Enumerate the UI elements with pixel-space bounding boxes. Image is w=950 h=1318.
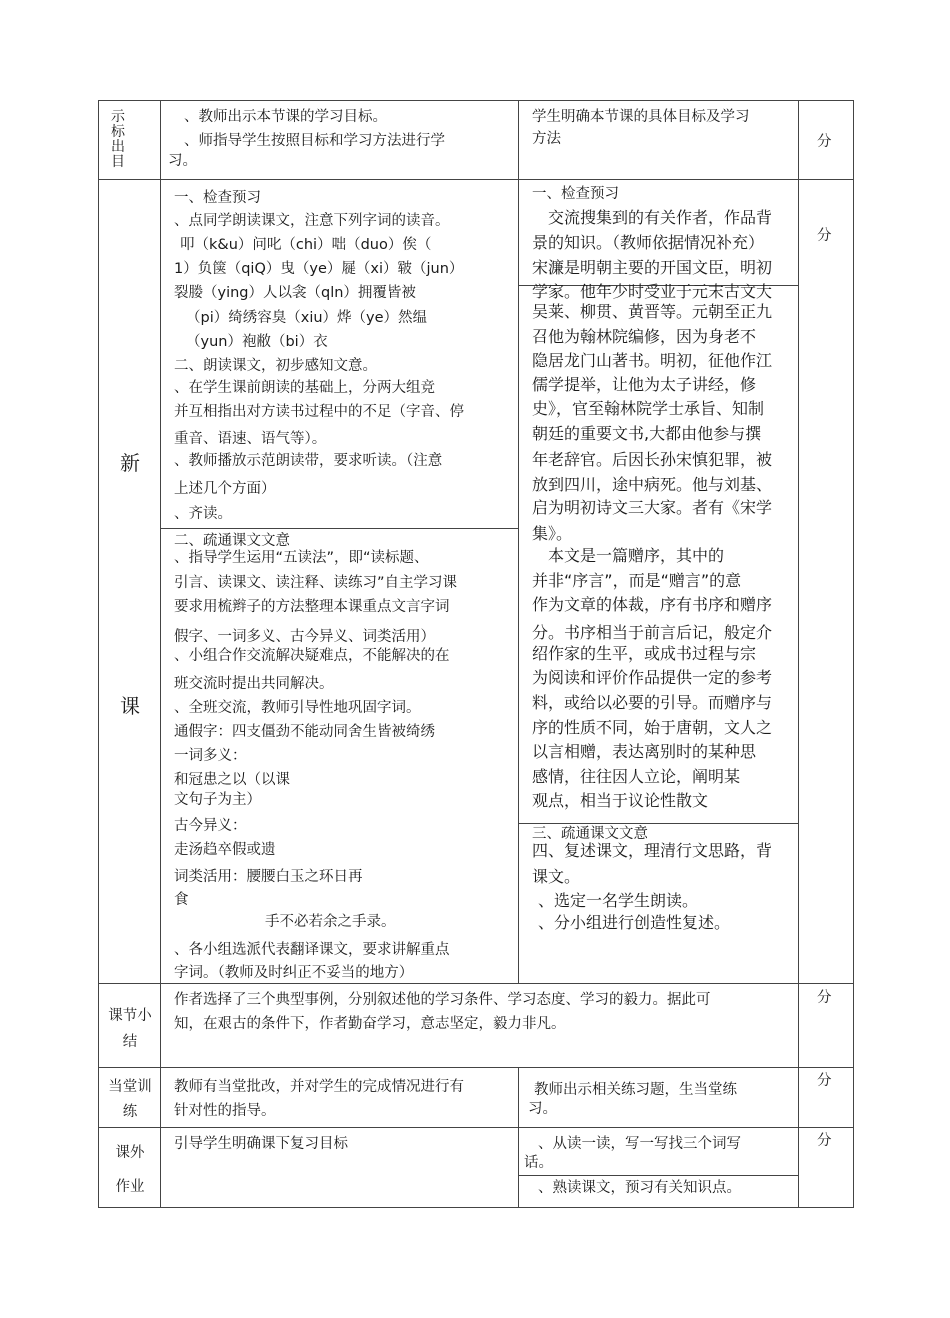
student-b-line-21: 感情，往往因人立论，阐明某 [532,767,741,786]
teacher-b-line-19: 字词。（教师及时纠正不妥当的地方） [174,965,414,981]
teacher-a-line-1: 一、检查预习 [174,190,261,206]
student-c-line-4: 、选定一名学生朗读。 [538,891,699,910]
row5-student-a-line-1: 、从读一读，写一写找三个词写 [538,1136,741,1152]
cell-divider-homework [518,1175,798,1176]
teacher-b-line-7: 班交流时提出共同解决。 [174,676,334,692]
teacher-a-line-3: 叩（k&u）问叱（chi）咄（duo）俟（ [180,237,432,253]
row4-student-line-2: 习。 [528,1101,557,1117]
teacher-b-line-9: 通假字：四支僵劲不能动同舍生皆被绮绣 [174,724,435,740]
row5-label-line-2: 作业 [115,1179,145,1195]
student-b-line-13: 并非“序言”，而是“赠言”的意 [532,571,742,590]
teacher-a-line-10: 并互相指出对方读书过程中的不足（字音、停 [174,404,464,420]
student-a-line-3: 景的知识。（教师依据情况补充） [532,233,765,252]
teacher-b-line-13: 古今异义： [174,818,247,834]
row-divider-4 [98,1127,853,1128]
teacher-b-line-10: 一词多义： [174,748,247,764]
student-b-line-4: 隐居龙门山著书。明初，征他作江 [532,351,773,370]
row3-content-line-2: 知，在艰古的条件下，作者勤奋学习，意志坚定，毅力非凡。 [174,1016,566,1032]
teacher-b-line-17: 手不必若余之手录。 [265,914,396,930]
student-b-line-8: 年老辞官。后因长孙宋慎犯罪，被 [532,450,773,469]
row1-teacher-line-2: 、师指导学生按照目标和学习方法进行学 [184,133,445,149]
student-b-line-11: 集》。 [532,524,573,543]
student-b-line-20: 以言相赠，表达离别时的某种思 [532,742,757,761]
row5-student-a-line-2: 话。 [524,1155,553,1171]
row1-label: 示标出目 [111,109,125,170]
row5-label-line-1: 课外 [115,1145,145,1161]
student-b-line-7: 朝廷的重要文书,大都由他参与撰 [532,424,762,443]
teacher-a-line-13: 上述几个方面） [174,481,276,497]
table-border-right [853,100,854,1208]
row-divider-3 [98,1067,853,1068]
student-c-line-5: 、分小组进行创造性复述。 [538,913,731,932]
row1-score: 分 [817,134,832,150]
row5-student-b-line-1: 、熟读课文，预习有关知识点。 [538,1180,741,1196]
teacher-a-line-5: 裂媵（ying）人以衾（qln）拥覆皆被 [174,285,416,301]
row2-label-bottom: 课 [120,694,140,718]
row3-label-line-2: 结 [122,1034,138,1050]
teacher-a-line-7: （yun）袍敝（bi）衣 [186,334,328,350]
teacher-b-line-18: 、各小组选派代表翻译课文，要求讲解重点 [174,942,450,958]
student-b-line-22: 观点，相当于议论性散文 [532,791,709,810]
student-b-line-5: 儒学提举，让他为太子讲经，修 [532,375,757,394]
student-b-line-15: 分。书序相当于前言后记，般定介 [532,623,773,642]
teacher-b-line-2: 、指导学生运用“五读法”，即“读标题、 [174,550,429,566]
table-border-bottom [98,1207,853,1208]
col-divider-score [798,100,799,1208]
student-b-line-16: 绍作家的生平，或成书过程与宗 [532,644,757,663]
teacher-b-line-4: 要求用梳辫子的方法整理本课重点文言字词 [174,599,450,615]
cell-divider-teacher [160,528,518,529]
teacher-b-line-16: 食 [174,892,189,908]
teacher-a-line-12: 、教师播放示范朗读带，要求听读。（注意 [174,453,443,469]
row5-score: 分 [817,1133,832,1149]
student-b-line-14: 作为文章的体裁，序有书序和赠序 [532,595,773,614]
row5-teacher-line-1: 引导学生明确课下复习目标 [174,1136,348,1152]
student-b-line-12: 本文是一篇赠序，其中的 [548,546,725,565]
student-b-line-2: 吴莱、柳贯、黄晋等。元朝至正九 [532,302,773,321]
row1-student-line-2: 方法 [532,131,561,147]
row1-student-line-1: 学生明确本节课的具体目标及学习 [532,109,750,125]
row2-label-top: 新 [120,451,140,475]
student-b-line-1: 学家。他年少时受业于元末古文大 [532,282,773,301]
row4-student-line-1: 教师出示相关练习题，生当堂练 [534,1082,737,1098]
teacher-a-line-6: （pi）绮绣容臭（xiu）烨（ye）然缊 [186,310,428,326]
student-b-line-9: 放到四川，途中病死。他与刘基、 [532,475,773,494]
teacher-b-line-8: 、全班交流，教师引导性地巩固字词。 [174,700,421,716]
student-b-line-18: 料，或给以必要的引导。而赠序与 [532,693,773,712]
teacher-a-line-2: 、点同学朗读课文，注意下列字词的读音。 [174,213,450,229]
student-b-line-17: 为阅读和评价作品提供一定的参考 [532,668,773,687]
teacher-a-line-11: 重音、语速、语气等）。 [174,431,327,447]
student-a-line-4: 宋濂是明朝主要的开国文臣，明初 [532,258,773,277]
teacher-b-line-15: 词类活用：腰腰白玉之环日再 [174,869,363,885]
teacher-a-line-9: 、在学生课前朗读的基础上，分两大组竞 [174,380,435,396]
col-divider-teacher [518,100,519,984]
row4-label-line-1: 当堂训 [108,1079,152,1095]
student-c-line-1: 三、疏通课文文意 [532,826,648,842]
teacher-b-line-3: 引言、读课文、读注释、读练习”自主学习课 [174,575,458,591]
col-divider-teacher-r4 [518,1067,519,1208]
student-b-line-6: 史》，官至翰林院学士承旨、知制 [532,399,765,418]
row4-teacher-line-1: 教师有当堂批改，并对学生的完成情况进行有 [174,1079,464,1095]
row3-score: 分 [817,990,832,1006]
teacher-b-line-1: 二、疏通课文文意 [174,533,290,549]
table-border-left [98,100,99,1208]
teacher-b-line-12: 文句子为主） [174,792,261,808]
row-divider-1 [98,179,853,180]
row2-score: 分 [817,228,832,244]
teacher-a-line-4: 1）负箧（qiQ）曳（ye）屣（xi）皲（jun） [174,261,464,277]
col-divider-label [160,100,161,1208]
row3-label-line-1: 课节小 [108,1008,152,1024]
row4-label-line-2: 练 [122,1104,138,1120]
teacher-b-line-11: 和冠患之以（以课 [174,772,290,788]
row4-score: 分 [817,1073,832,1089]
student-a-line-1: 一、检查预习 [532,186,619,202]
teacher-b-line-14: 走汤趋卒假或遗 [174,842,276,858]
student-b-line-19: 序的性质不同，始于唐朝，文人之 [532,718,773,737]
row1-teacher-line-1: 、教师出示本节课的学习目标。 [184,109,387,125]
row3-content-line-1: 作者选择了三个典型事例，分别叙述他的学习条件、学习态度、学习的毅力。据此可 [174,992,711,1008]
student-b-line-10: 启为明初诗文三大家。者有《宋学 [532,498,773,517]
row1-teacher-line-3: 习。 [168,153,197,169]
student-b-line-3: 召他为翰林院编修，因为身老不 [532,327,757,346]
student-c-line-3: 课文。 [532,867,581,886]
table-border-top [98,100,853,101]
teacher-a-line-8: 二、朗读课文，初步感知文意。 [174,358,377,374]
row4-teacher-line-2: 针对性的指导。 [174,1103,276,1119]
teacher-b-line-6: 、小组合作交流解决疑难点，不能解决的在 [174,648,450,664]
student-c-line-2: 四、复述课文，理清行文思路，背 [532,841,773,860]
teacher-b-line-5: 假字、一词多义、古今异义、词类活用） [174,629,435,645]
student-a-line-2: 交流搜集到的有关作者，作品背 [548,208,773,227]
teacher-a-line-14: 、齐读。 [174,506,232,522]
